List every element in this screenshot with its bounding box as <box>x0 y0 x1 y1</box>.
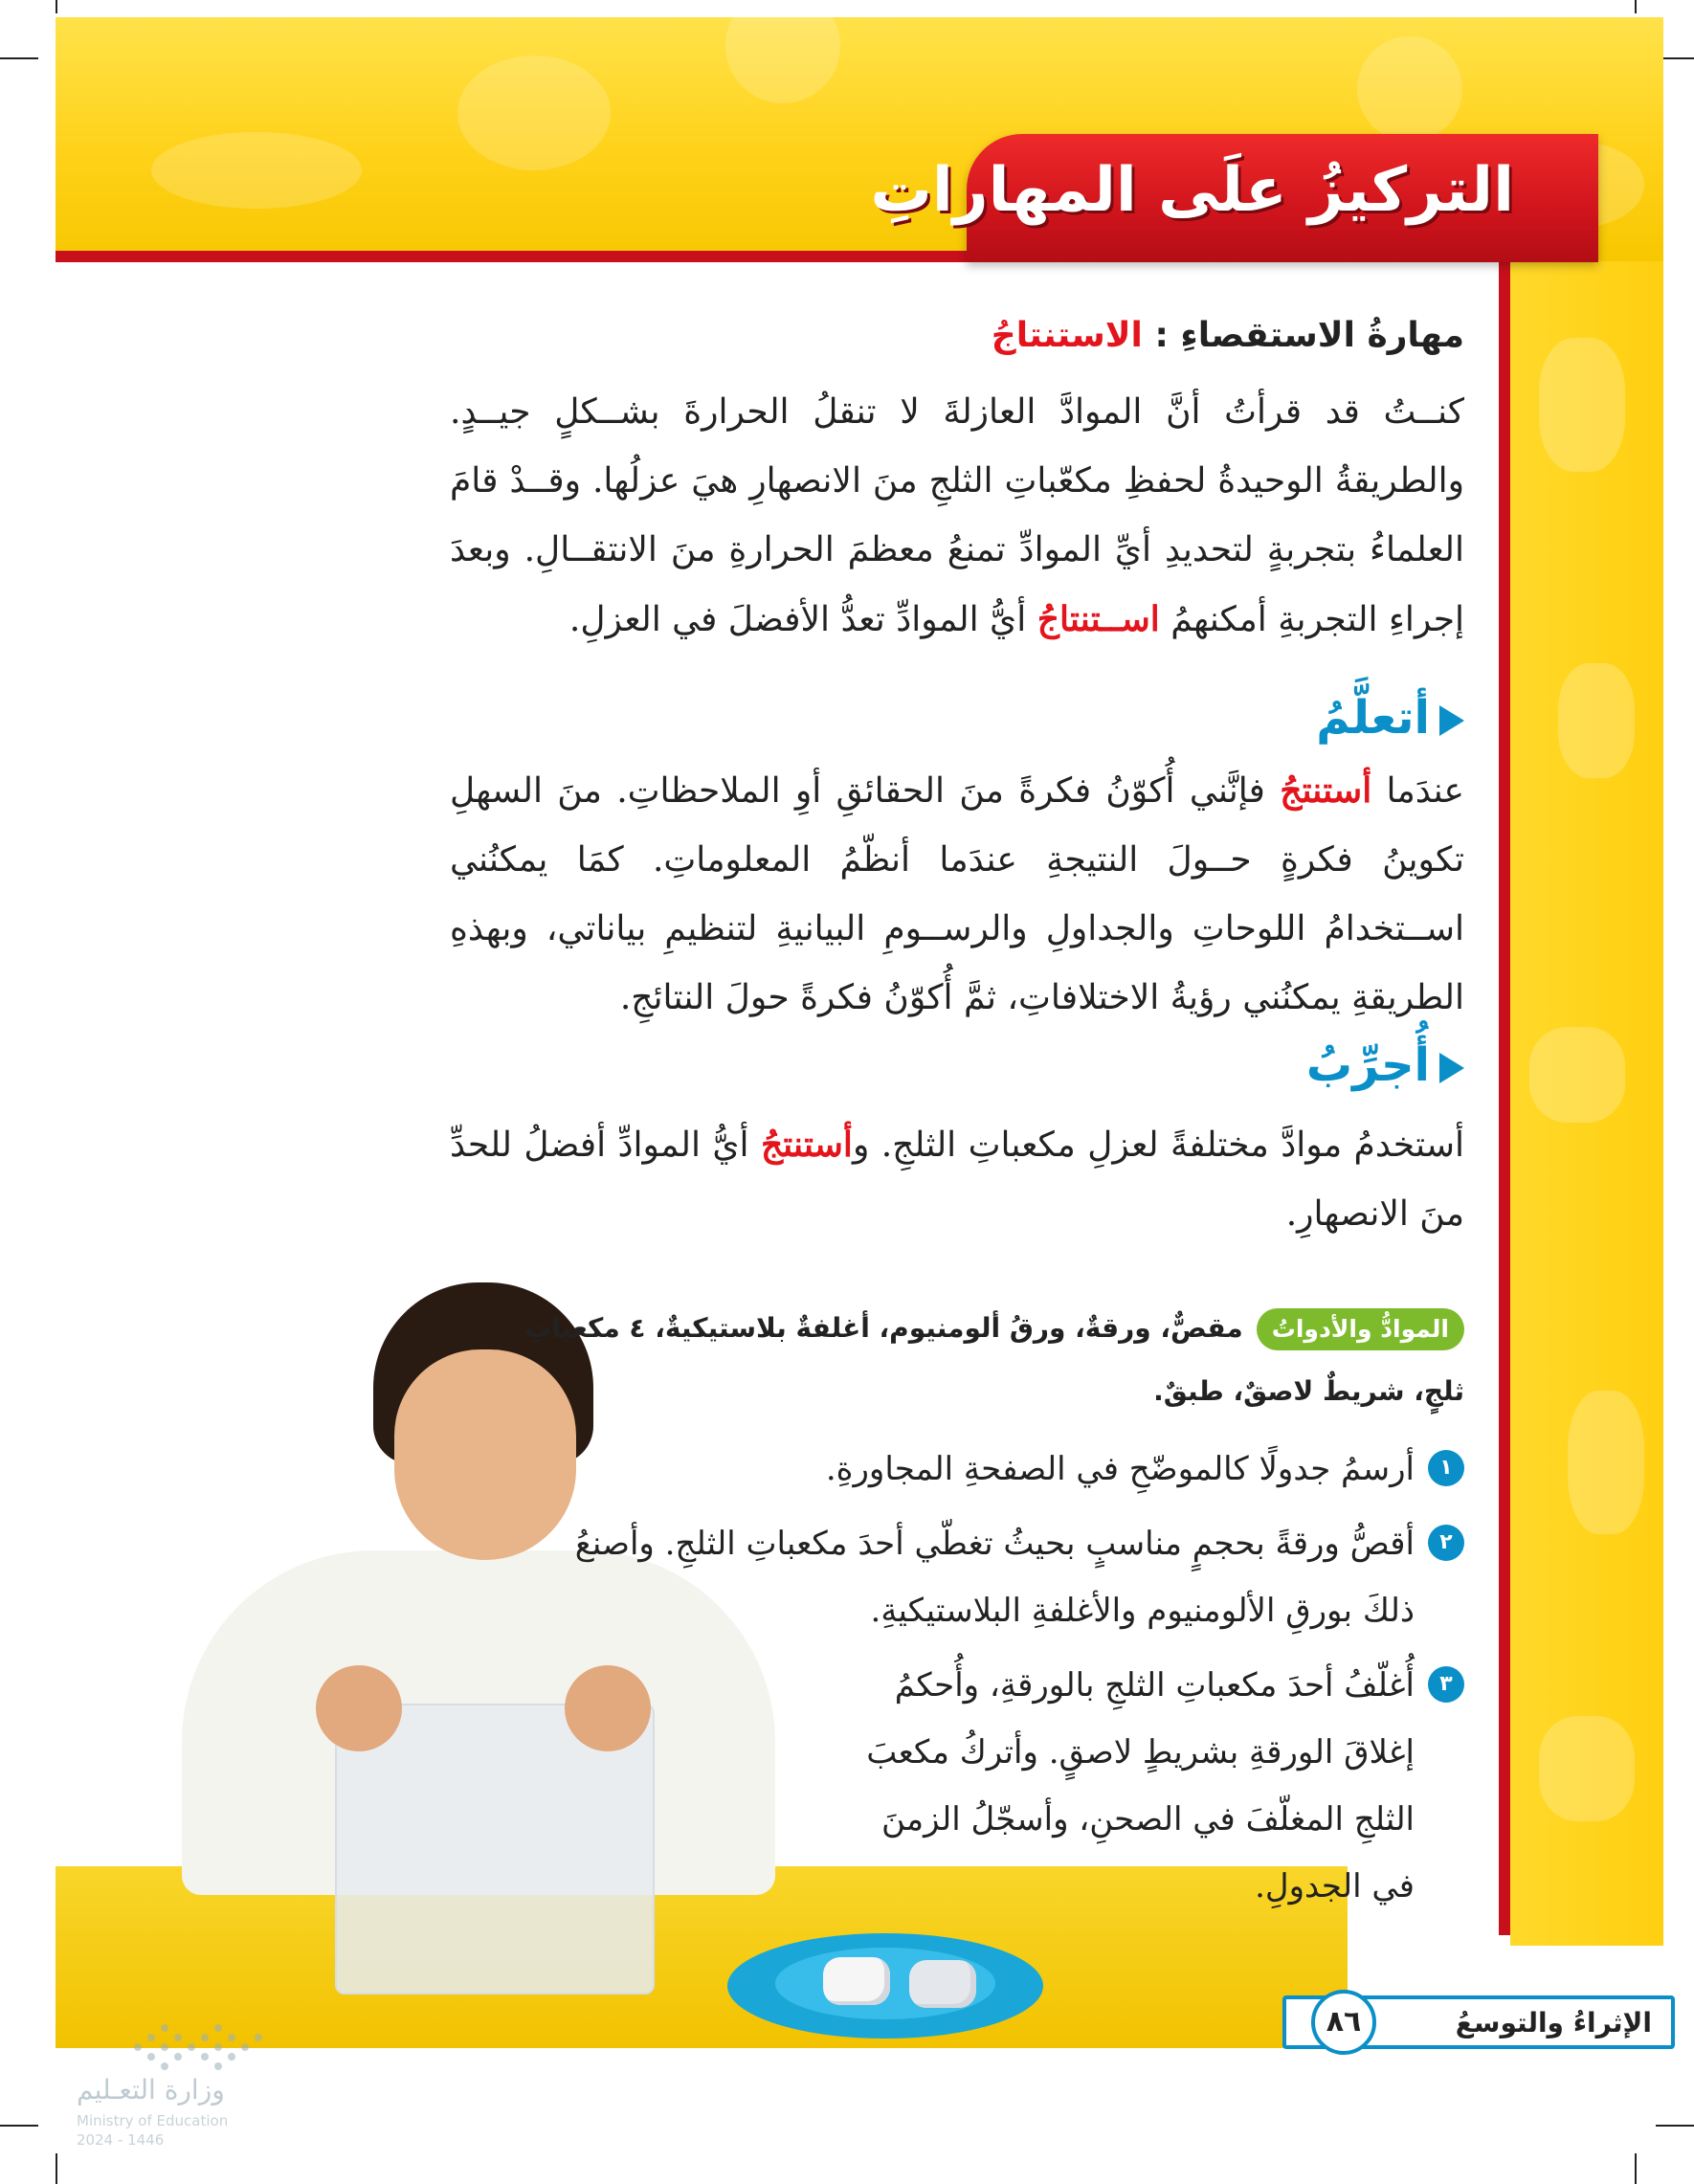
crop-mark <box>1656 2125 1694 2127</box>
list-item <box>526 1510 1464 1644</box>
crop-mark <box>1635 0 1637 13</box>
try-text-before: أستخدمُ موادَّ مختلفةً لعزلِ مكعباتِ الثلجِ. و <box>852 1125 1464 1165</box>
step-number-icon: ١ <box>1428 1450 1464 1486</box>
step-number-icon: ٢ <box>1428 1525 1464 1561</box>
step-text: أرسمُ جدولًا كالموضّحِ في الصفحةِ المجاورةِ. <box>825 1450 1415 1488</box>
ministry-name-english: Ministry of Education <box>77 2112 229 2129</box>
ministry-name-arabic: وزارة التعـليم <box>77 2074 225 2106</box>
title-banner <box>870 134 1598 262</box>
page-title: التركيزُ علَى المهاراتِ <box>870 155 1514 226</box>
left-hand <box>316 1665 402 1751</box>
materials-block <box>507 1297 1464 1423</box>
right-triangle-icon <box>1439 705 1464 736</box>
step-number-icon: ٣ <box>1428 1666 1464 1703</box>
crop-mark <box>0 2125 38 2127</box>
ice-cube <box>823 1957 890 2005</box>
side-decoration-strip <box>1510 261 1663 1946</box>
try-highlight: أستنتجُ <box>760 1125 853 1165</box>
footer-section-label: الإثراءُ والتوسعُ <box>1455 2007 1652 2039</box>
right-red-rule <box>1499 251 1510 1935</box>
learn-paragraph <box>450 756 1464 1033</box>
try-paragraph <box>450 1110 1464 1249</box>
try-heading <box>1306 1038 1464 1092</box>
step-text: أقصُّ ورقةً بحجمٍ مناسبٍ بحيثُ تغطّي أحدَ مكعباتِ الثلجِ. وأصنعُ ذلكَ بورقِ الألومنيوم والأغلفةِ البلاستيكيةِ. <box>574 1525 1415 1630</box>
ministry-year: 2024 - 1446 <box>77 2131 165 2149</box>
skill-label: مهارةُ الاستقصاءِ : <box>1154 316 1464 355</box>
materials-text: مقصٌّ، ورقةٌ، ورقُ ألومنيوم، أغلفةٌ بلاستيكيةٌ، ٤ مكعباتِ ثلجٍ، شريطٌ لاصقٌ، طبقٌ. <box>524 1312 1464 1407</box>
crop-mark <box>56 0 57 13</box>
try-text-after: أيُّ الموادِّ أفضلُ للحدِّ منَ الانصهارِ. <box>450 1125 1464 1234</box>
learn-heading-text: أتعلَّمُ <box>1316 691 1430 745</box>
learn-highlight: أستنتجُ <box>1280 770 1372 811</box>
step-text: أُغلّفُ أحدَ مكعباتِ الثلجِ بالورقةِ، وأُحكمُ إغلاقَ الورقةِ بشريطٍ لاصقٍ. وأتركُ مكعبَ الثلجِ المغلّفَ في الصحنِ، وأسجّلُ الزمنَ في الجدولِ. <box>866 1666 1415 1905</box>
crop-mark <box>56 2153 57 2184</box>
ministry-watermark <box>77 2024 306 2149</box>
ministry-logo-icon <box>134 2024 278 2070</box>
list-item <box>526 1436 1464 1503</box>
skill-line <box>450 316 1464 355</box>
steps-list <box>526 1436 1464 1928</box>
learn-text-after: فإنَّني أُكوّنُ فكرةً منَ الحقائقِ أوِ الملاحظاتِ. منَ السهلِ تكوينُ فكرةٍ حــولَ النتيجةِ عندَما أنظّمُ المعلوماتِ. كمَا يمكنُني اســتخدامُ اللوحاتِ والجداولِ والرســومِ البيانيةِ لتنظيمِ بياناتي، وبهذهِ الطريقةِ يمكنُني رؤيةُ الاختلافاتِ، ثمَّ أُكوّنُ فكرةً حولَ النتائجِ. <box>450 771 1464 1017</box>
intro-highlight: اســتنتاجُ <box>1036 599 1160 639</box>
learn-text-before: عندَما <box>1386 771 1464 811</box>
ice-cube-foil <box>909 1960 976 2008</box>
crop-mark <box>1635 2153 1637 2184</box>
skill-value: الاستنتاجُ <box>991 316 1143 355</box>
learn-heading <box>1316 691 1464 745</box>
list-item <box>526 1652 1464 1920</box>
intro-text-before: كنــتُ قد قرأتُ أنَّ الموادَّ العازلةَ لا تنقلُ الحرارةَ بشــكلٍ جيــدٍ. والطريقةُ الوحيدةُ لحفظِ مكعّباتِ الثلجِ منَ الانصهارِ هيَ عزلُها. وقــدْ قامَ العلماءُ بتجربةٍ لتحديدِ أيِّ الموادِّ تمنعُ معظمَ الحرارةِ منَ الانتقــالِ. وبعدَ إجراءِ التجربةِ أمكنهمُ <box>450 392 1465 639</box>
intro-paragraph <box>450 378 1464 655</box>
intro-text-after: أيُّ الموادِّ تعدُّ الأفضلَ في العزلِ. <box>568 600 1027 639</box>
right-triangle-icon <box>1439 1053 1464 1083</box>
page-number: ٨٦ <box>1311 1990 1376 2055</box>
crop-mark <box>0 57 38 59</box>
try-heading-text: أُجرِّبُ <box>1305 1038 1430 1092</box>
materials-label: الموادُّ والأدواتُ <box>1257 1308 1464 1350</box>
